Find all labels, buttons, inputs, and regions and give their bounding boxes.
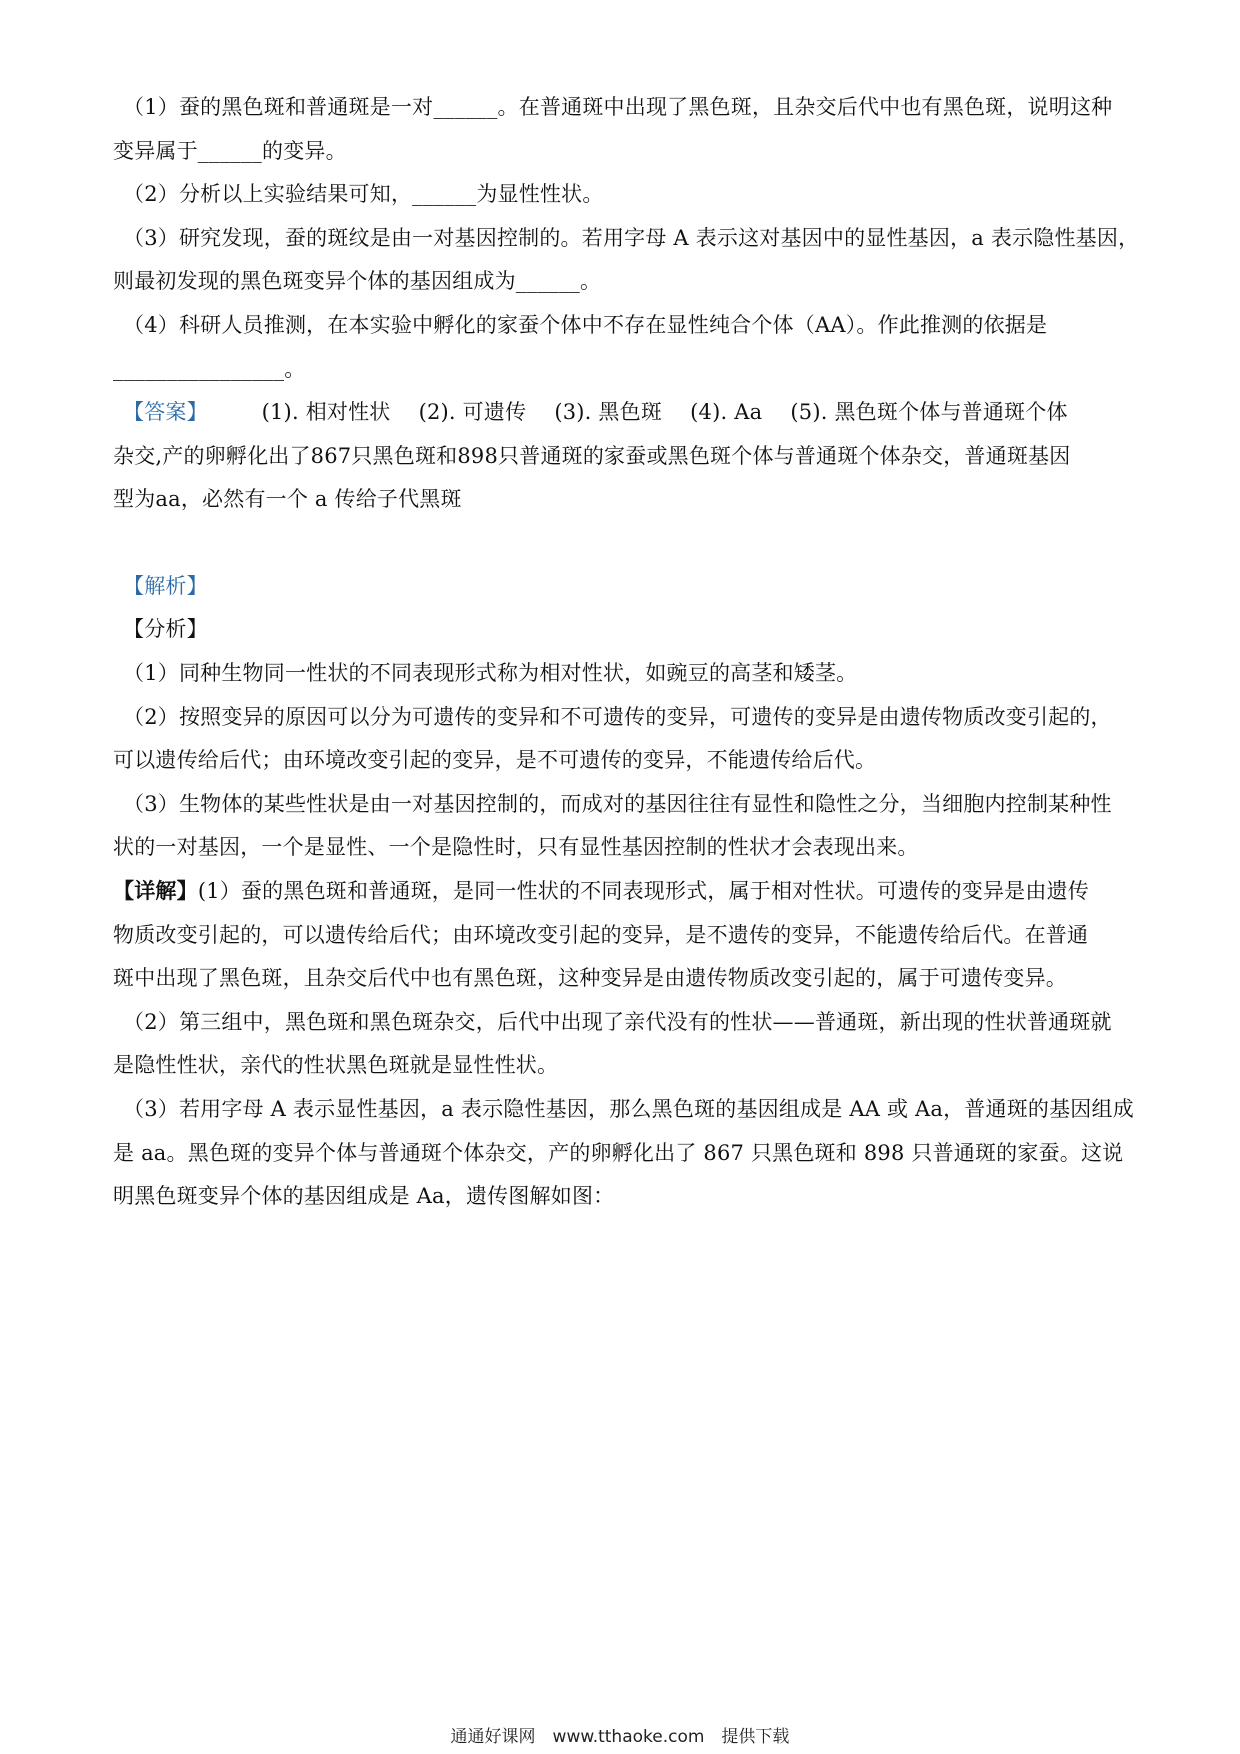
detail-line-3: 斑中出现了黑色斑，且杂交后代中也有黑色斑，这种变异是由遗传物质改变引起的，属于可遗传变异。 [113, 966, 1067, 990]
detail-text-1: (1）蚕的黑色斑和普通斑，是同一性状的不同表现形式，属于相对性状。可遗传的变异是由遗传 [197, 879, 1089, 903]
detail-line-4: （2）第三组中，黑色斑和黑色斑杂交，后代中出现了亲代没有的性状——普通斑，新出现的性状普通斑就 [123, 1010, 1112, 1034]
detail-line-7: 是 aa。黑色斑的变异个体与普通斑个体杂交，产的卵孵化出了 867 只黑色斑和 898 只普通斑的家蚕。这说 [113, 1141, 1124, 1165]
question-1-line-2: 变异属于______的变异。 [113, 139, 347, 163]
question-4-line-1: （4）科研人员推测，在本实验中孵化的家蚕个体中不存在显性纯合个体（AA）。作此推测的依据是 [123, 313, 1048, 337]
analysis-point-1: （1）同种生物同一性状的不同表现形式称为相对性状，如豌豆的高茎和矮茎。 [123, 661, 858, 685]
analysis-point-3-line-2: 状的一对基因，一个是显性、一个是隐性时，只有显性基因控制的性状才会表现出来。 [113, 835, 919, 859]
answer-line-2: 杂交,产的卵孵化出了867只黑色斑和898只普通斑的家蚕或黑色斑个体与普通斑个体杂交，普通斑基因 [113, 444, 1071, 468]
answer-text-1: (1). 相对性状 (2). 可遗传 (3). 黑色斑 (4). Aa (5). 黑色斑个体与普通斑个体 [261, 400, 1068, 424]
analysis-sub-tag: 【分析】 [123, 617, 208, 641]
detail-line-1 [113, 876, 1133, 906]
analysis-point-3-line-1: （3）生物体的某些性状是由一对基因控制的，而成对的基因往往有显性和隐性之分，当细胞内控制某种性 [123, 792, 1112, 816]
question-2-line-1: （2）分析以上实验结果可知，______为显性性状。 [123, 182, 604, 206]
detail-line-5: 是隐性性状，亲代的性状黑色斑就是显性性状。 [113, 1053, 559, 1077]
question-4-line-2: ________________。 [113, 357, 306, 381]
detail-line-8: 明黑色斑变异个体的基因组成是 Aa，遗传图解如图： [113, 1184, 615, 1208]
analysis-tag-text: 【解析】 [123, 574, 208, 598]
question-1-line-1: （1）蚕的黑色斑和普通斑是一对______。在普通斑中出现了黑色斑，且杂交后代中也有黑色斑，说明这种 [123, 95, 1113, 119]
question-3-line-1: （3）研究发现，蚕的斑纹是由一对基因控制的。若用字母 A 表示这对基因中的显性基因，a 表示隐性基因， [123, 226, 1140, 250]
answer-line-1 [123, 397, 1143, 427]
question-3-line-2: 则最初发现的黑色斑变异个体的基因组成为______。 [113, 269, 602, 293]
page-footer: 通通好课网 www.tthaoke.com 提供下载 [450, 1727, 790, 1747]
analysis-point-2-line-1: （2）按照变异的原因可以分为可遗传的变异和不可遗传的变异，可遗传的变异是由遗传物质改变引起的， [123, 705, 1112, 729]
detail-line-6: （3）若用字母 A 表示显性基因，a 表示隐性基因，那么黑色斑的基因组成是 AA 或 Aa，普通斑的基因组成 [123, 1097, 1134, 1121]
analysis-point-2-line-2: 可以遗传给后代；由环境改变引起的变异，是不可遗传的变异，不能遗传给后代。 [113, 748, 877, 772]
detail-tag: 【详解】 [113, 878, 198, 903]
answer-tag: 【答案】 [123, 400, 208, 424]
detail-line-2: 物质改变引起的，可以遗传给后代；由环境改变引起的变异，是不遗传的变异，不能遗传给后代。在普通 [113, 923, 1089, 947]
analysis-tag [123, 571, 1143, 601]
answer-line-3: 型为aa，必然有一个 a 传给子代黑斑 [113, 487, 462, 511]
